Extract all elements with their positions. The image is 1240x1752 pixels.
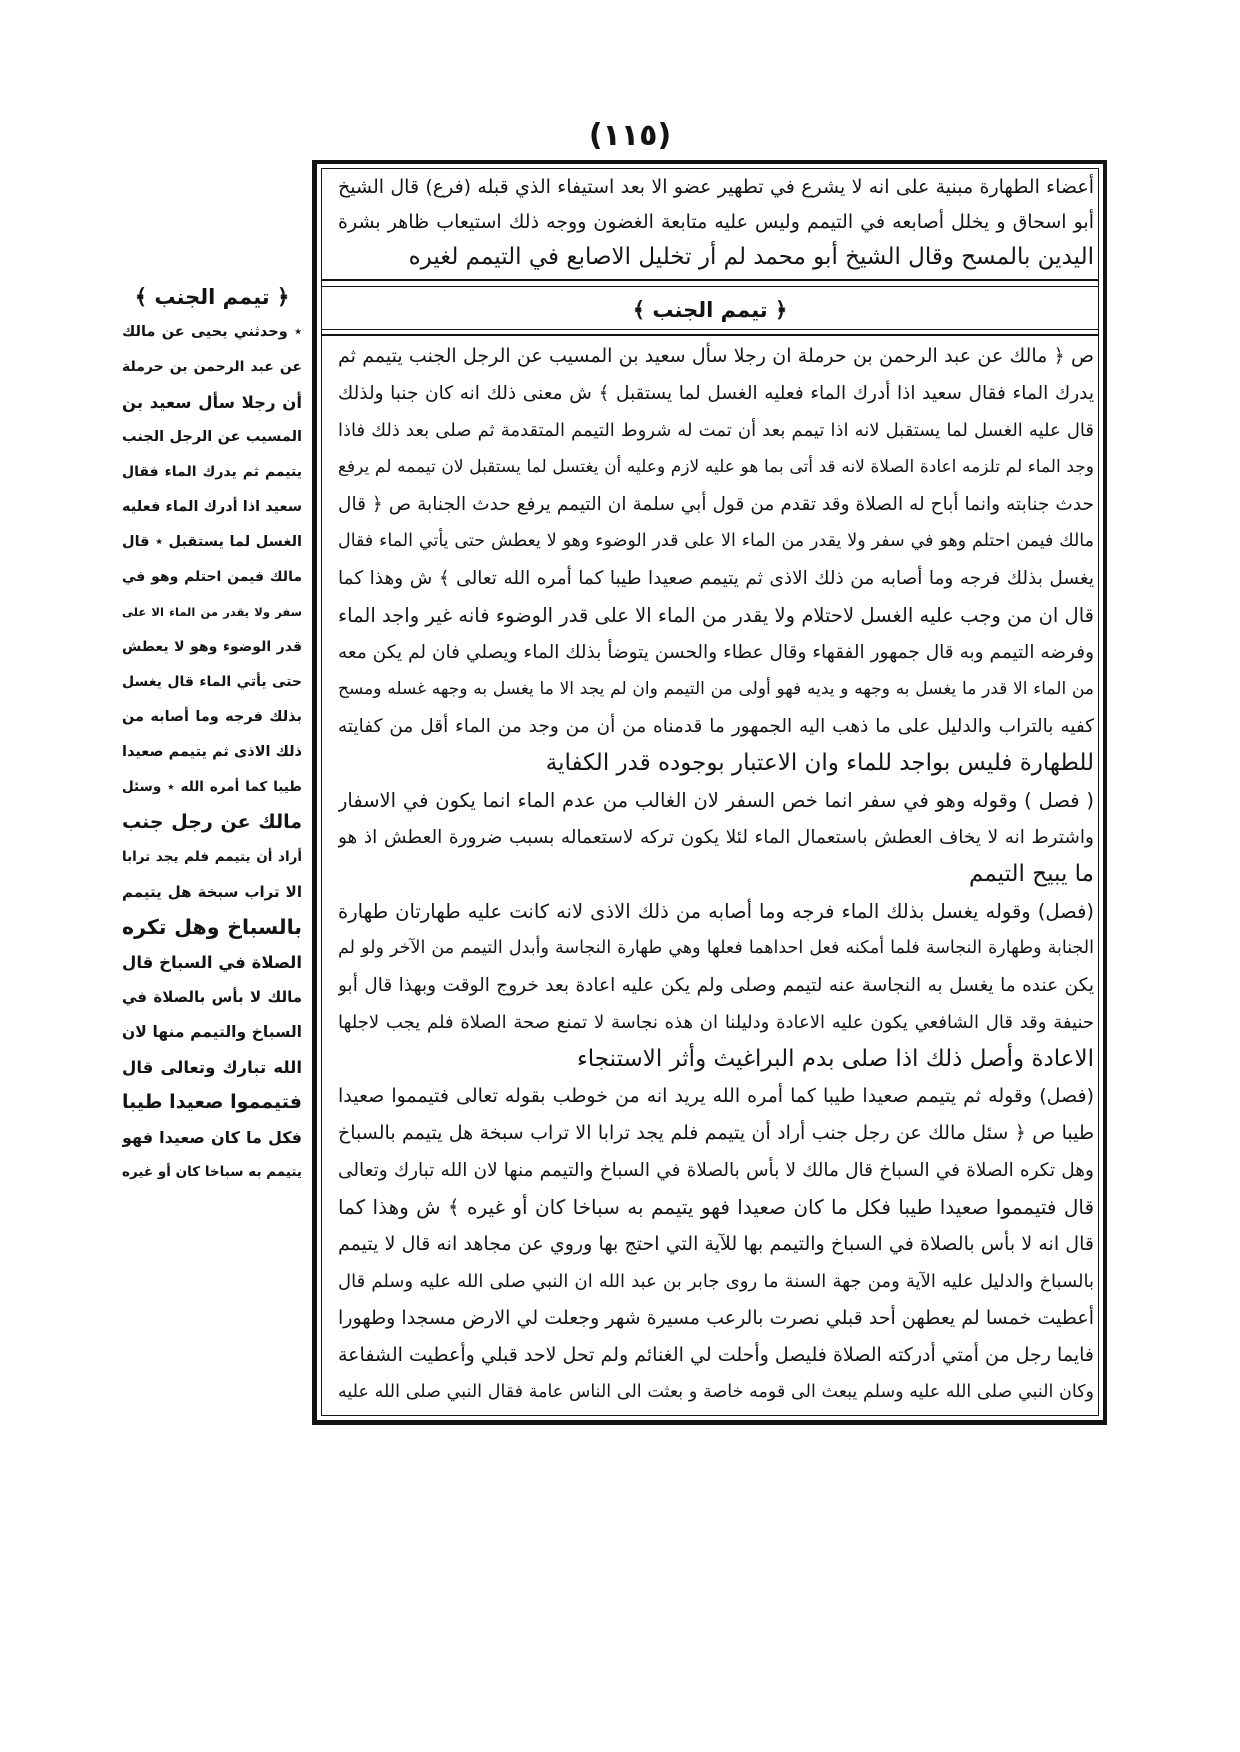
section-heading: ﴿ تيمم الجنب ﴾ bbox=[632, 298, 788, 322]
margin-text-line: الله تبارك وتعالى قال bbox=[122, 1058, 302, 1077]
page-number: (١١٥) bbox=[588, 118, 672, 153]
margin-text-line: حتى يأتي الماء قال يغسل bbox=[122, 674, 302, 690]
main-text-line: وكان النبي صلى الله عليه وسلم يبعث الى قومه خاصة و بعثت الى الناس عامة فقال النبي صلى الله عليه bbox=[338, 1382, 1094, 1402]
margin-text-line: أراد أن يتيمم فلم يجد ترابا bbox=[122, 849, 302, 865]
margin-text-line: المسيب عن الرجل الجنب bbox=[122, 429, 302, 445]
continued-commentary bbox=[338, 170, 1094, 275]
margin-text-line: الغسل لما يستقبل ٭ قال bbox=[122, 534, 302, 550]
main-text-line: بالسباخ والدليل عليه الآية ومن جهة السنة ما روى جابر بن عبد الله ان النبي صلى الله عليه وسلم قال bbox=[338, 1271, 1094, 1292]
main-text-line: للطهارة فليس بواجد للماء وان الاعتبار بوجوده قدر الكفاية bbox=[545, 750, 1094, 776]
margin-text-line: أن رجلا سأل سعيد بن bbox=[122, 393, 302, 412]
main-text-line: واشترط انه لا يخاف العطش باستعمال الماء لئلا يكون تركه لاستعماله بسبب ضرورة العطش اذ هو bbox=[338, 827, 1094, 848]
main-text-line: قال ان من وجب عليه الغسل لاحتلام ولا يقدر من الماء الا على قدر الوضوء فانه غير واجد الماء bbox=[338, 604, 1094, 627]
main-text-line: كفيه بالتراب والدليل على ما ذهب اليه الجمهور ما قدمناه من أن من وجد من الماء أقل من كفايته bbox=[338, 716, 1094, 737]
margin-text-line: السباخ والتيمم منها لان bbox=[122, 1023, 302, 1041]
margin-text-line: بذلك فرجه وما أصابه من bbox=[122, 709, 302, 725]
top-text-line: أعضاء الطهارة مبنية على انه لا يشرع في تطهير عضو الا بعد استيفاء الذي قبله (فرع) قال الشيخ bbox=[338, 176, 1094, 198]
margin-heading: ﴿ تيمم الجنب ﴾ bbox=[134, 285, 290, 309]
margin-text-line: يتيمم ثم يدرك الماء فقال bbox=[122, 464, 302, 480]
main-text-line: الجنابة وطهارة النجاسة فلما أمكنه فعل احداهما فعلها وهي طهارة النجاسة وأبدل التيمم من الآخر ولو لم bbox=[338, 938, 1094, 958]
margin-text-line: فتيمموا صعيدا طيبا bbox=[122, 1091, 302, 1113]
margin-text-line: سعيد اذا أدرك الماء فعليه bbox=[122, 499, 302, 515]
main-text-line: حنيفة وقد قال الشافعي يكون عليه الاعادة ودليلنا ان هذه نجاسة لا تمنع صحة الصلاة فلم يجب لاجلها bbox=[338, 1012, 1094, 1033]
main-text-line: طيبا ص ﴿ سئل مالك عن رجل جنب أراد أن يتيمم فلم يجد ترابا الا تراب سبخة هل يتيمم بالسباخ bbox=[338, 1122, 1094, 1144]
main-text-line: يدرك الماء فقال سعيد اذا أدرك الماء فعليه الغسل لما يستقبل ﴾ ش معنى ذلك انه كان جنبا ولذلك bbox=[338, 383, 1094, 404]
main-text-line: قال عليه الغسل لما يستقبل لانه اذا تيمم بعد أن تمت له شروط التيمم المتقدمة ثم صلى بعد ذلك فاذا bbox=[338, 420, 1094, 441]
main-text-line: يكن عنده ما يغسل به النجاسة عنه لتيمم وصلى ولم يكن عليه اعادة بعد خروج الوقت وبهذا قال أبو bbox=[338, 975, 1094, 996]
margin-text-line: عن عبد الرحمن بن حرملة bbox=[122, 359, 302, 375]
main-text-line: (فصل) وقوله ثم يتيمم صعيدا طيبا كما أمره الله يريد انه من خوطب بقوله تعالى فتيمموا صعيدا bbox=[338, 1085, 1094, 1107]
main-text-line: وفرضه التيمم وبه قال جمهور الفقهاء وقال عطاء والحسن يتوضأ بذلك الماء ويصلي فان لم يكن معه bbox=[338, 642, 1094, 663]
margin-text-line: ذلك الاذى ثم يتيمم صعيدا bbox=[122, 744, 302, 760]
top-text-line: اليدين بالمسح وقال الشيخ أبو محمد لم أر تخليل الاصابع في التيمم لغيره bbox=[408, 244, 1094, 270]
main-text-line: قال فتيمموا صعيدا طيبا فكل ما كان صعيدا فهو يتيمم به سباخا كان أو غيره ﴾ ش وهذا كما bbox=[338, 1195, 1094, 1219]
main-text-line: وهل تكره الصلاة في السباخ قال مالك لا بأس بالصلاة في السباخ والتيمم منها لان الله تبارك وتعالى bbox=[338, 1160, 1094, 1181]
main-text-line: أعطيت خمسا لم يعطهن أحد قبلي نصرت بالرعب مسيرة شهر وجعلت لي الارض مسجدا وطهورا bbox=[338, 1307, 1094, 1329]
main-text-line: الاعادة وأصل ذلك اذا صلى بدم البراغيث وأثر الاستنجاء bbox=[576, 1046, 1094, 1072]
margin-text-line: فكل ما كان صعيدا فهو bbox=[122, 1128, 302, 1147]
section-divider bbox=[322, 334, 1098, 336]
margin-text-line: مالك لا بأس بالصلاة في bbox=[122, 988, 302, 1006]
margin-text-line: مالك عن رجل جنب bbox=[122, 811, 302, 833]
margin-text-line: ٭ وحدثني يحيى عن مالك bbox=[122, 324, 302, 340]
margin-text-line: قدر الوضوء وهو لا يعطش bbox=[122, 639, 302, 655]
margin-text-line: يتيمم به سباخا كان أو غيره bbox=[122, 1164, 302, 1180]
main-text-line: فايما رجل من أمتي أدركته الصلاة فليصل وأحلت لي الغنائم ولم تحل لاحد قبلي وأعطيت الشفاعة bbox=[338, 1344, 1094, 1366]
main-text-line: من الماء الا قدر ما يغسل به وجهه و يديه فهو أولى من التيمم وان لم يجد الا ما يغسل به وجهه غسله ومسح bbox=[338, 679, 1094, 699]
top-text-line: أبو اسحاق و يخلل أصابعه في التيمم وليس عليه متابعة الغضون ووجه ذلك استيعاب ظاهر بشرة bbox=[338, 211, 1094, 233]
main-text-line: يغسل بذلك فرجه وما أصابه من ذلك الاذى ثم يتيمم صعيدا طيبا كما أمره الله تعالى ﴾ ش وهذا كما bbox=[338, 568, 1094, 589]
section-divider bbox=[322, 286, 1098, 287]
margin-text-line: الا تراب سبخة هل يتيمم bbox=[122, 883, 302, 901]
main-commentary bbox=[338, 338, 1094, 1411]
main-text-line: وجد الماء لم تلزمه اعادة الصلاة لانه قد أتى بما هو عليه لازم وعليه أن يغتسل لما يستقبل لان تيممه لم يرفع bbox=[338, 457, 1094, 477]
margin-text-line: بالسباخ وهل تكره bbox=[122, 915, 302, 939]
margin-text-line: مالك فيمن احتلم وهو في bbox=[122, 569, 302, 585]
main-text-line: ص ﴿ مالك عن عبد الرحمن بن حرملة ان رجلا سأل سعيد بن المسيب عن الرجل الجنب يتيمم ثم bbox=[338, 345, 1094, 367]
margin-text bbox=[122, 280, 302, 1190]
main-text-line: ما يبيح التيمم bbox=[969, 861, 1094, 887]
main-text-line: ( فصل ) وقوله وهو في سفر انما خص السفر لان الغالب من عدم الماء انما يكون في الاسفار bbox=[338, 789, 1094, 812]
main-text-line: (فصل) وقوله يغسل بذلك الماء فرجه وما أصابه من ذلك الاذى لانه كانت عليه طهارتان طهارة bbox=[338, 900, 1094, 923]
margin-text-line: طيبا كما أمره الله ٭ وسئل bbox=[122, 779, 302, 795]
main-text-line: قال انه لا بأس بالصلاة في السباخ والتيمم بها للآية التي احتج بها وروي عن مجاهد انه قال لا يتيمم bbox=[338, 1233, 1094, 1255]
section-divider bbox=[322, 329, 1098, 330]
main-text-line: حدث جنابته وانما أباح له الصلاة وقد تقدم من قول أبي سلمة ان التيمم يرفع حدث الجنابة ص ﴿ قال bbox=[338, 494, 1094, 515]
margin-text-line: الصلاة في السباخ قال bbox=[122, 953, 302, 972]
section-divider bbox=[322, 279, 1098, 281]
main-text-line: مالك فيمن احتلم وهو في سفر ولا يقدر من الماء الا على قدر الوضوء وهو لا يعطش حتى يأتي الماء فقال bbox=[338, 531, 1094, 551]
margin-text-line: سفر ولا يقدر من الماء الا على bbox=[122, 605, 302, 619]
